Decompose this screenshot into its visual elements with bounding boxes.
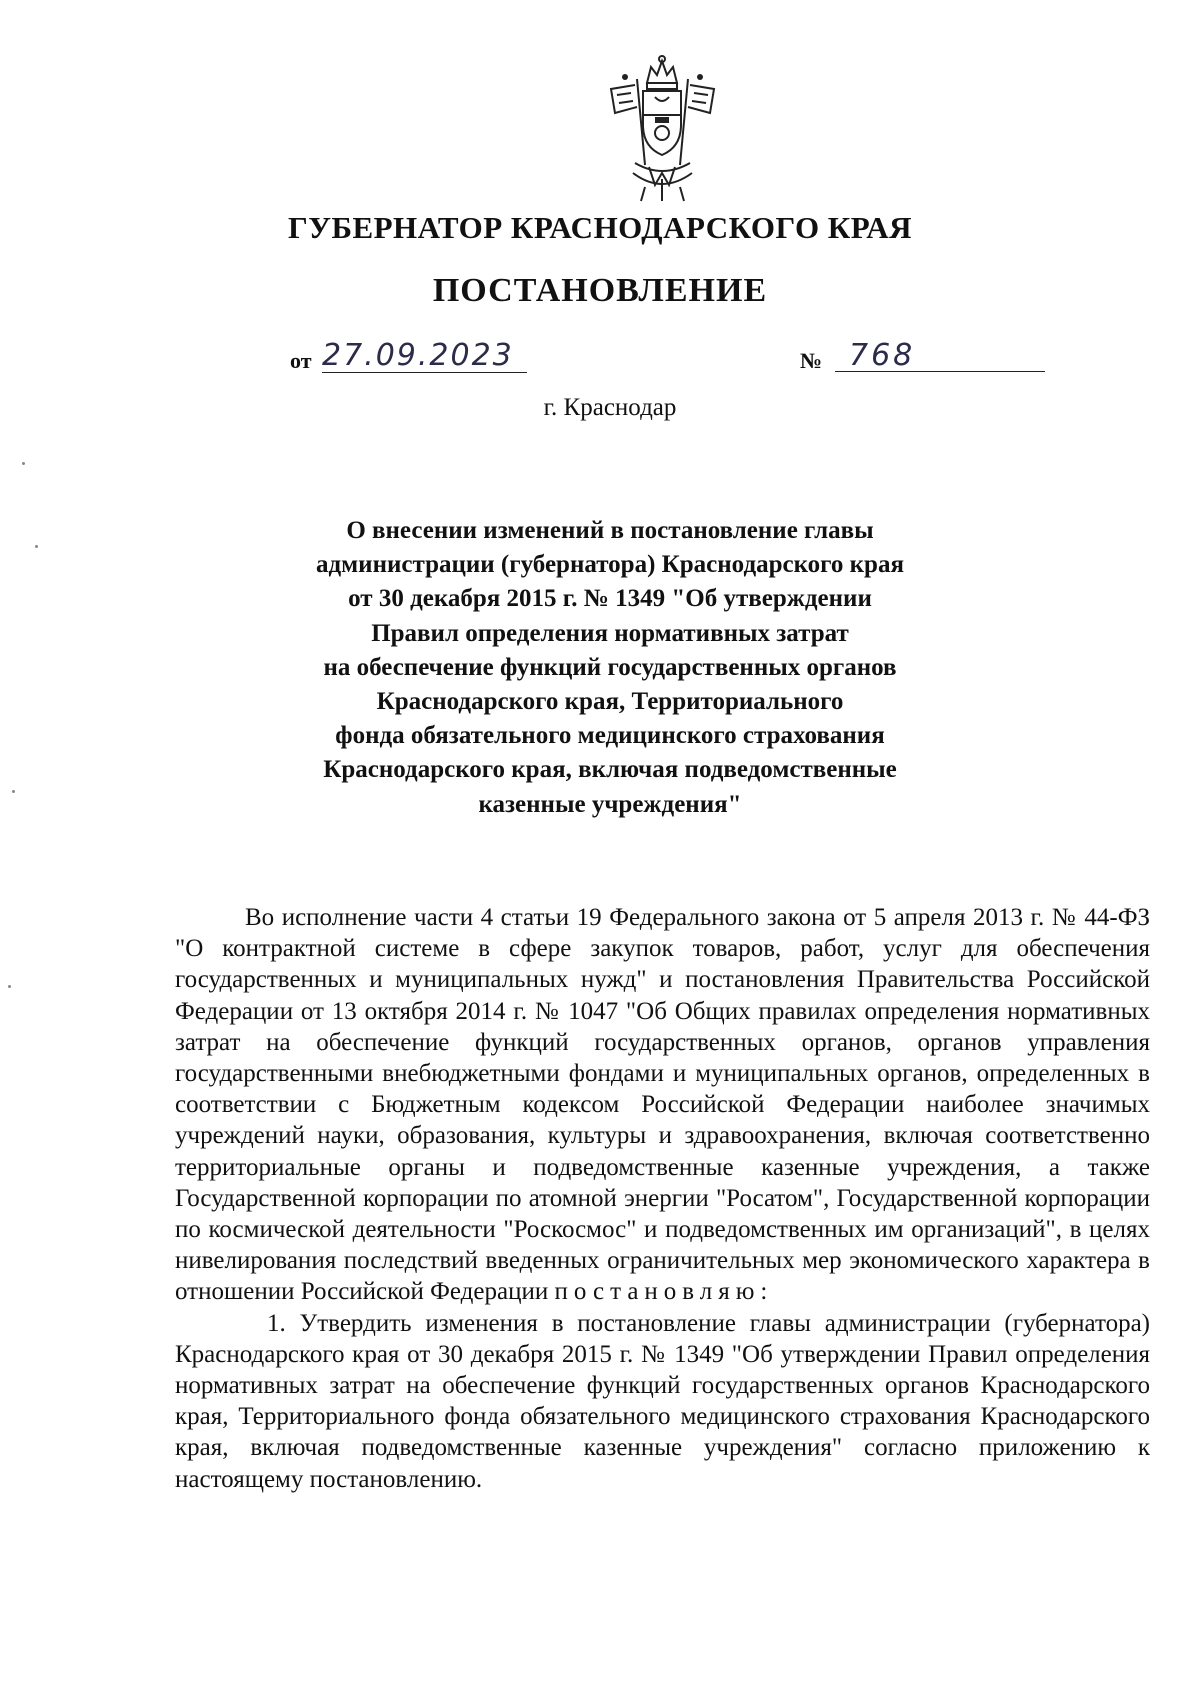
number-prefix: № <box>800 348 823 373</box>
document-number: 768 <box>835 338 1045 372</box>
resolves-word: постановляю: <box>554 1278 774 1306</box>
date-number-row <box>290 338 1050 378</box>
preamble-text: Во исполнение части 4 статьи 19 Федерального закона от 5 апреля 2013 г. № 44-ФЗ "О контрактной системе в сфере закупок товаров, работ, услуг для обеспечения государственных и муниципальных нужд" и постановления Правительства Российской Федерации от 13 октября 2014 г. № 1047 "Об Общих правилах определения нормативных затрат на обеспечение функций государственных органов, органов управления государственными внебюджетными фондами и муниципальных органов, определенных в соответствии с Бюджетным кодексом Российской Федерации наиболее значимых учреждений науки, образования, культуры и здравоохранения, включая соответственно территориальные органы и подведомственные казенные учреждения, а также Государственной корпорации по атомной энергии "Росатом", Государственной корпорации по космической деятельности "Роскосмос" и подведомственных им организаций", в целях нивелирования последствий введенных ограничительных мер экономического характера в отношении Российской Федерации <box>175 904 1150 1306</box>
scan-speck <box>22 462 25 465</box>
title-line: казенные учреждения" <box>478 790 742 818</box>
document-title <box>180 514 1040 822</box>
title-line: Правил определения нормативных затрат <box>371 619 849 647</box>
title-line: Краснодарского края, включая подведомственные <box>323 756 897 784</box>
date-prefix: от <box>290 348 312 373</box>
clause-1-paragraph: 1. Утвердить изменения в постановление главы администрации (губернатора) Краснодарского края от 30 декабря 2015 г. № 1349 "Об утверждении Правил определения нормативных затрат на обеспечение функций государственных органов Краснодарского края, Территориального фонда обязательного медицинского страхования Краснодарского края, включая подведомственные казенные учреждения" согласно приложению к настоящему постановлению. <box>175 1309 1150 1493</box>
document-date: 27.09.2023 <box>322 338 527 373</box>
preamble-paragraph <box>175 902 1150 1308</box>
scan-speck <box>12 790 15 793</box>
krasnodar-coat-of-arms-icon <box>605 55 720 203</box>
issue-city: г. Краснодар <box>543 394 677 421</box>
title-line: на обеспечение функций государственных органов <box>323 653 897 681</box>
title-line: администрации (губернатора) Краснодарского края <box>316 551 904 579</box>
title-line: Краснодарского края, Территориального <box>376 688 844 716</box>
document-body <box>175 902 1150 1495</box>
scan-speck <box>8 985 11 988</box>
issuing-authority: ГУБЕРНАТОР КРАСНОДАРСКОГО КРАЯ <box>287 210 913 245</box>
scan-speck <box>35 545 38 548</box>
title-line: от 30 декабря 2015 г. № 1349 "Об утверждении <box>348 585 872 613</box>
title-line: О внесении изменений в постановление главы <box>346 517 874 544</box>
document-type: ПОСТАНОВЛЕНИЕ <box>432 272 768 309</box>
title-line: фонда обязательного медицинского страхования <box>335 722 885 750</box>
